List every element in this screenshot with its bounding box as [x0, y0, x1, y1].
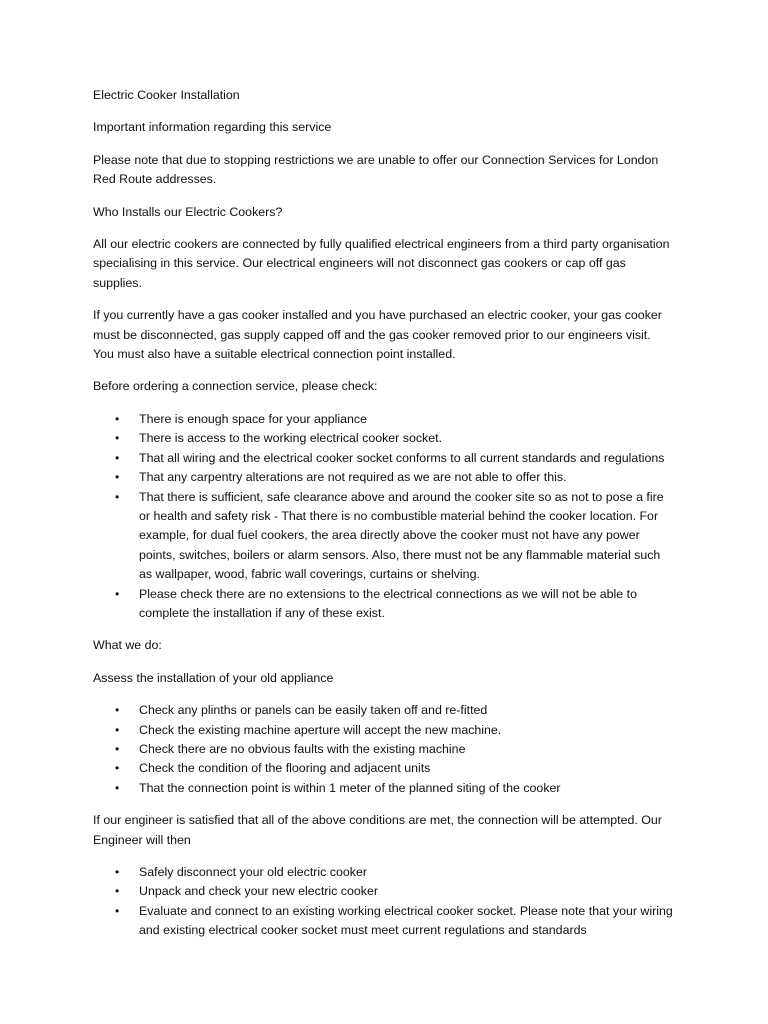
- bullet-icon: •: [115, 884, 120, 899]
- bullet-icon: •: [115, 780, 120, 795]
- list-item: [93, 740, 673, 759]
- list-item: [93, 449, 673, 468]
- list-item: [93, 779, 673, 798]
- document-title: Electric Cooker Installation: [93, 88, 240, 102]
- list-item: [93, 863, 673, 882]
- bullet-icon: •: [115, 586, 120, 601]
- list-item-text: Please check there are no extensions to the electrical connections as we will not be able to complete the installation if any of these exist.: [139, 586, 637, 620]
- list-item-text: Check the existing machine aperture will accept the new machine.: [139, 722, 502, 737]
- document-page: [93, 86, 673, 954]
- list-item-text: There is enough space for your appliance: [139, 411, 367, 426]
- bullet-icon: •: [115, 722, 120, 737]
- list-item: [93, 585, 673, 624]
- bullet-icon: •: [115, 761, 120, 776]
- list-item: [93, 468, 673, 487]
- bullet-icon: •: [115, 470, 120, 485]
- bullet-icon: •: [115, 450, 120, 465]
- bullet-icon: •: [115, 411, 120, 426]
- what-heading: What we do:: [93, 638, 162, 653]
- then-list: [93, 863, 673, 941]
- list-item-text: Check the condition of the flooring and adjacent units: [139, 761, 431, 776]
- list-item: [93, 902, 673, 941]
- assess-list: [93, 701, 673, 798]
- satisfied-paragraph: If our engineer is satisfied that all of the above conditions are met, the connection will be attempted. Our Engineer will then: [93, 813, 662, 847]
- list-item-text: Check there are no obvious faults with the existing machine: [139, 741, 466, 756]
- check-list: [93, 410, 673, 623]
- bullet-icon: •: [115, 741, 120, 756]
- list-item-text: Evaluate and connect to an existing working electrical cooker socket. Please note that your wiring and existing electrical cooker socket must meet current regulations and standards: [139, 903, 673, 938]
- bullet-icon: •: [115, 903, 120, 918]
- assess-heading: Assess the installation of your old appliance: [93, 670, 334, 685]
- list-item-text: That there is sufficient, safe clearance above and around the cooker site so as not to pose a fire or health and safety risk - That there is no combustible material behind the cooker location. For example, for dual fuel cookers, the area directly above the cooker must not have any power points, switches, boilers or alarm sensors. Also, there must not be any flammable material such as wallpaper, wood, fabric wall coverings, curtains or shelving.: [139, 489, 664, 582]
- list-item-text: Check any plinths or panels can be easily taken off and re-fitted: [139, 703, 488, 718]
- check-heading: Before ordering a connection service, please check:: [93, 379, 378, 394]
- list-item-text: That the connection point is within 1 meter of the planned siting of the cooker: [139, 780, 561, 795]
- who-paragraph: All our electric cookers are connected by fully qualified electrical engineers from a third party organisation specialising in this service. Our electrical engineers will not disconnect gas cookers or cap off gas supplies.: [93, 237, 670, 290]
- list-item: [93, 429, 673, 448]
- restriction-note: Please note that due to stopping restrictions we are unable to offer our Connection Services for London Red Route addresses.: [93, 152, 659, 187]
- bullet-icon: •: [115, 489, 120, 504]
- list-item: [93, 721, 673, 740]
- list-item-text: There is access to the working electrical cooker socket.: [139, 431, 443, 446]
- who-heading: Who Installs our Electric Cookers?: [93, 204, 283, 219]
- bullet-icon: •: [115, 703, 120, 718]
- list-item: [93, 701, 673, 720]
- list-item-text: Safely disconnect your old electric cooker: [139, 865, 367, 879]
- important-heading: Important information regarding this service: [93, 120, 332, 135]
- list-item: [93, 488, 673, 585]
- list-item-text: That all wiring and the electrical cooker socket conforms to all current standards and regulations: [139, 450, 665, 465]
- bullet-icon: •: [115, 865, 120, 879]
- list-item: [93, 410, 673, 429]
- list-item-text: That any carpentry alterations are not required as we are not able to offer this.: [139, 470, 567, 485]
- gas-paragraph: If you currently have a gas cooker installed and you have purchased an electric cooker, your gas cooker must be disconnected, gas supply capped off and the gas cooker removed prior to our engineers visit. You must also have a suitable electrical connection point installed.: [93, 308, 662, 362]
- bullet-icon: •: [115, 431, 120, 446]
- list-item: [93, 759, 673, 778]
- list-item-text: Unpack and check your new electric cooker: [139, 884, 378, 899]
- list-item: [93, 882, 673, 901]
